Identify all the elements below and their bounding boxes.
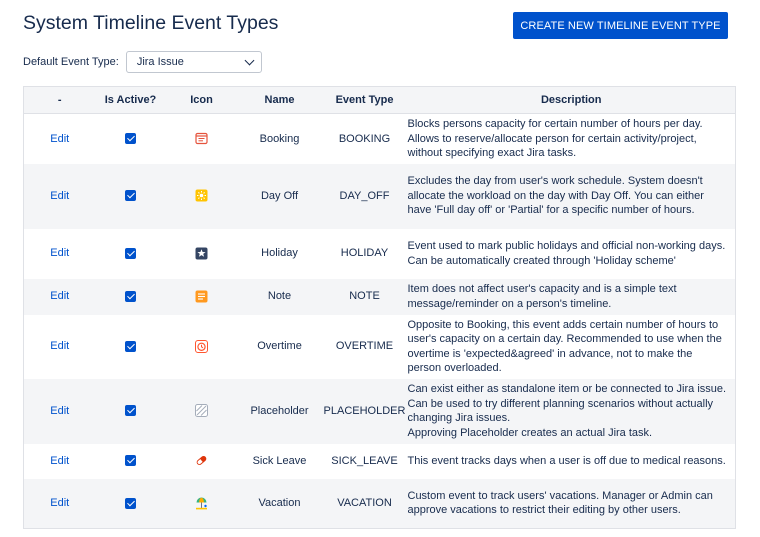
event-name: Note xyxy=(238,279,322,315)
event-name: Sick Leave xyxy=(252,454,307,467)
edit-link[interactable]: Edit xyxy=(50,454,70,467)
event-description: Custom event to track users' vacations. Manager or Admin can approve vacations to restrict their editing by other users. xyxy=(408,479,736,529)
edit-link[interactable]: Edit xyxy=(50,404,70,417)
page-title: System Timeline Event Types xyxy=(23,12,279,34)
active-checkbox[interactable] xyxy=(125,455,136,466)
active-checkbox[interactable] xyxy=(125,498,136,509)
note-icon xyxy=(195,290,208,303)
event-description: Excludes the day from user's work schedule. System doesn't allocate the workload on the day with Day Off. You can either have 'Full day off' or 'Partial' for a specific number of hours. xyxy=(408,164,736,229)
active-checkbox[interactable] xyxy=(125,190,136,201)
day-off-icon xyxy=(195,189,208,202)
beach-umbrella-icon xyxy=(195,497,208,510)
table-row xyxy=(24,114,736,164)
edit-link[interactable]: Edit xyxy=(50,290,70,303)
chevron-down-icon xyxy=(244,55,254,65)
edit-link[interactable]: Edit xyxy=(50,247,70,260)
edit-link[interactable]: Edit xyxy=(50,132,70,145)
event-description: Event used to mark public holidays and official non-working days. Can be automatically created through 'Holiday scheme' xyxy=(407,240,726,267)
table-row xyxy=(24,164,736,229)
create-event-type-button[interactable]: CREATE NEW TIMELINE EVENT TYPE xyxy=(513,12,728,39)
column-header-action: - xyxy=(24,87,96,114)
table-row xyxy=(24,479,736,529)
event-description: Blocks persons capacity for certain number of hours per day. Allows to reserve/allocate person for certain activity/project, without specifying exact Jira tasks. xyxy=(407,118,703,159)
event-type-code: NOTE xyxy=(322,279,408,315)
event-type-code: HOLIDAY xyxy=(340,247,389,260)
column-header-is-active: Is Active? xyxy=(96,87,166,114)
event-description: Item does not affect user's capacity and is a simple text message/reminder on a person's timeline. xyxy=(408,279,736,315)
column-header-name: Name xyxy=(238,87,322,114)
event-name: Vacation xyxy=(238,479,322,529)
default-event-type-value: Jira Issue xyxy=(136,56,184,68)
event-type-code: DAY_OFF xyxy=(322,164,408,229)
active-checkbox[interactable] xyxy=(125,248,136,259)
event-name: Holiday xyxy=(261,247,298,260)
edit-link[interactable]: Edit xyxy=(50,340,70,353)
event-type-code: SICK_LEAVE xyxy=(331,454,398,467)
table-row xyxy=(24,444,736,479)
event-name: Overtime xyxy=(257,340,302,353)
table-row xyxy=(24,229,736,279)
event-description: Can exist either as standalone item or be connected to Jira issue. Can be used to try different planning scenarios without actually changing Jira issues. Approving Placeholder creates an actual Jira task. xyxy=(408,379,736,444)
table-header-row xyxy=(24,87,736,114)
default-event-type-select[interactable] xyxy=(126,51,262,73)
column-header-event-type: Event Type xyxy=(322,87,408,114)
column-header-description: Description xyxy=(408,87,736,114)
active-checkbox[interactable] xyxy=(125,133,136,144)
table-row xyxy=(24,315,736,379)
active-checkbox[interactable] xyxy=(125,405,136,416)
event-name: Day Off xyxy=(238,164,322,229)
active-checkbox[interactable] xyxy=(125,341,136,352)
event-type-code: OVERTIME xyxy=(335,340,394,353)
overtime-clock-icon xyxy=(195,340,208,353)
placeholder-icon xyxy=(195,404,208,417)
booking-icon xyxy=(195,132,208,145)
holiday-star-icon xyxy=(195,247,208,260)
event-types-table xyxy=(23,86,736,529)
event-name: Booking xyxy=(259,132,300,145)
table-row xyxy=(24,279,736,315)
default-event-type-row xyxy=(23,51,262,73)
event-type-code: BOOKING xyxy=(338,132,391,145)
column-header-icon: Icon xyxy=(166,87,238,114)
edit-link[interactable]: Edit xyxy=(50,497,70,509)
active-checkbox[interactable] xyxy=(125,291,136,302)
event-description: This event tracks days when a user is off due to medical reasons. xyxy=(407,454,726,467)
event-type-code: VACATION xyxy=(322,479,408,529)
event-description: Opposite to Booking, this event adds certain number of hours to user's capacity on a certain day. Recommended to use when the overtime is 'expected&agreed' in advance, not to make the person overloaded. xyxy=(407,318,722,374)
table-row xyxy=(24,379,736,444)
pill-icon xyxy=(195,454,208,467)
event-name: Placeholder xyxy=(238,379,322,444)
default-event-type-label: Default Event Type: xyxy=(23,56,119,68)
event-type-code: PLACEHOLDER xyxy=(322,379,408,444)
edit-link[interactable]: Edit xyxy=(50,189,70,202)
